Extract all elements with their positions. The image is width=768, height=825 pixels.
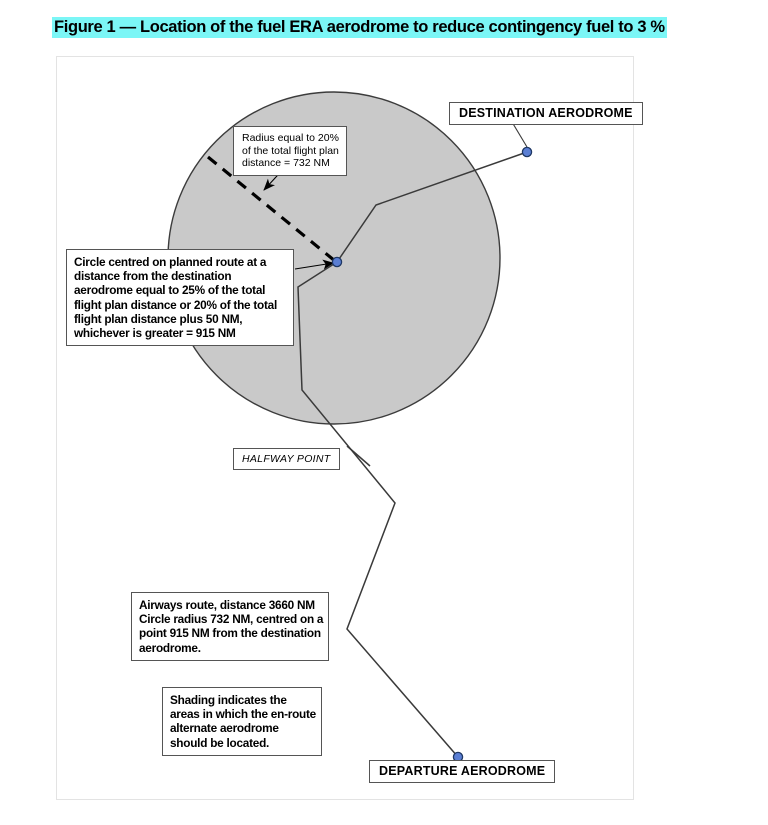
airways-route-callout-box [131, 592, 329, 661]
destination-aerodrome-label-text: DESTINATION AERODROME [459, 106, 633, 120]
airways-route-line-1: Airways route, distance 3660 NM [139, 598, 315, 612]
shading-legend-line-4: should be located. [170, 735, 270, 750]
circle-definition-line-2: distance from the destination [74, 269, 232, 284]
destination-aerodrome-label [449, 102, 643, 125]
halfway-point-label [233, 448, 340, 470]
radius-callout-line-2: of the total flight plan [242, 144, 339, 157]
destination-aerodrome-waypoint[interactable] [522, 147, 531, 156]
shading-legend-line-2: areas in which the en-route [170, 707, 316, 722]
shading-legend-line-3: alternate aerodrome [170, 721, 279, 736]
circle-definition-line-5: flight plan distance plus 50 NM, [74, 311, 243, 326]
circle-definition-line-4: flight plan distance or 20% of the total [74, 297, 278, 312]
airways-route-line-3: point 915 NM from the destination [139, 626, 321, 641]
airways-route-line-4: aerodrome. [139, 640, 201, 655]
circle-definition-line-1: Circle centred on planned route at a [74, 255, 267, 269]
circle-definition-line-3: aerodrome equal to 25% of the total [74, 283, 266, 298]
circle-centre-waypoint[interactable] [332, 257, 341, 266]
radius-callout-box [233, 126, 347, 176]
departure-aerodrome-label-text: DEPARTURE AERODROME [379, 764, 546, 778]
airways-route-line-2: Circle radius 732 NM, centred on a [139, 612, 324, 627]
halfway-point-label-text: HALFWAY POINT [242, 453, 331, 465]
shading-legend-callout-box [162, 687, 322, 756]
shading-legend-line-1: Shading indicates the [170, 693, 287, 707]
halfway-point-tick [347, 446, 370, 466]
departure-aerodrome-label [369, 760, 555, 783]
circle-definition-line-6: whichever is greater = 915 NM [74, 326, 236, 341]
circle-definition-callout-box [66, 249, 294, 346]
radius-callout-line-3: distance = 732 NM [242, 157, 330, 169]
destination-label-leader [512, 122, 527, 147]
radius-callout-line-1: Radius equal to 20% [242, 132, 339, 144]
page-title: Figure 1 — Location of the fuel ERA aerodrome to reduce contingency fuel to 3 % [54, 18, 665, 36]
